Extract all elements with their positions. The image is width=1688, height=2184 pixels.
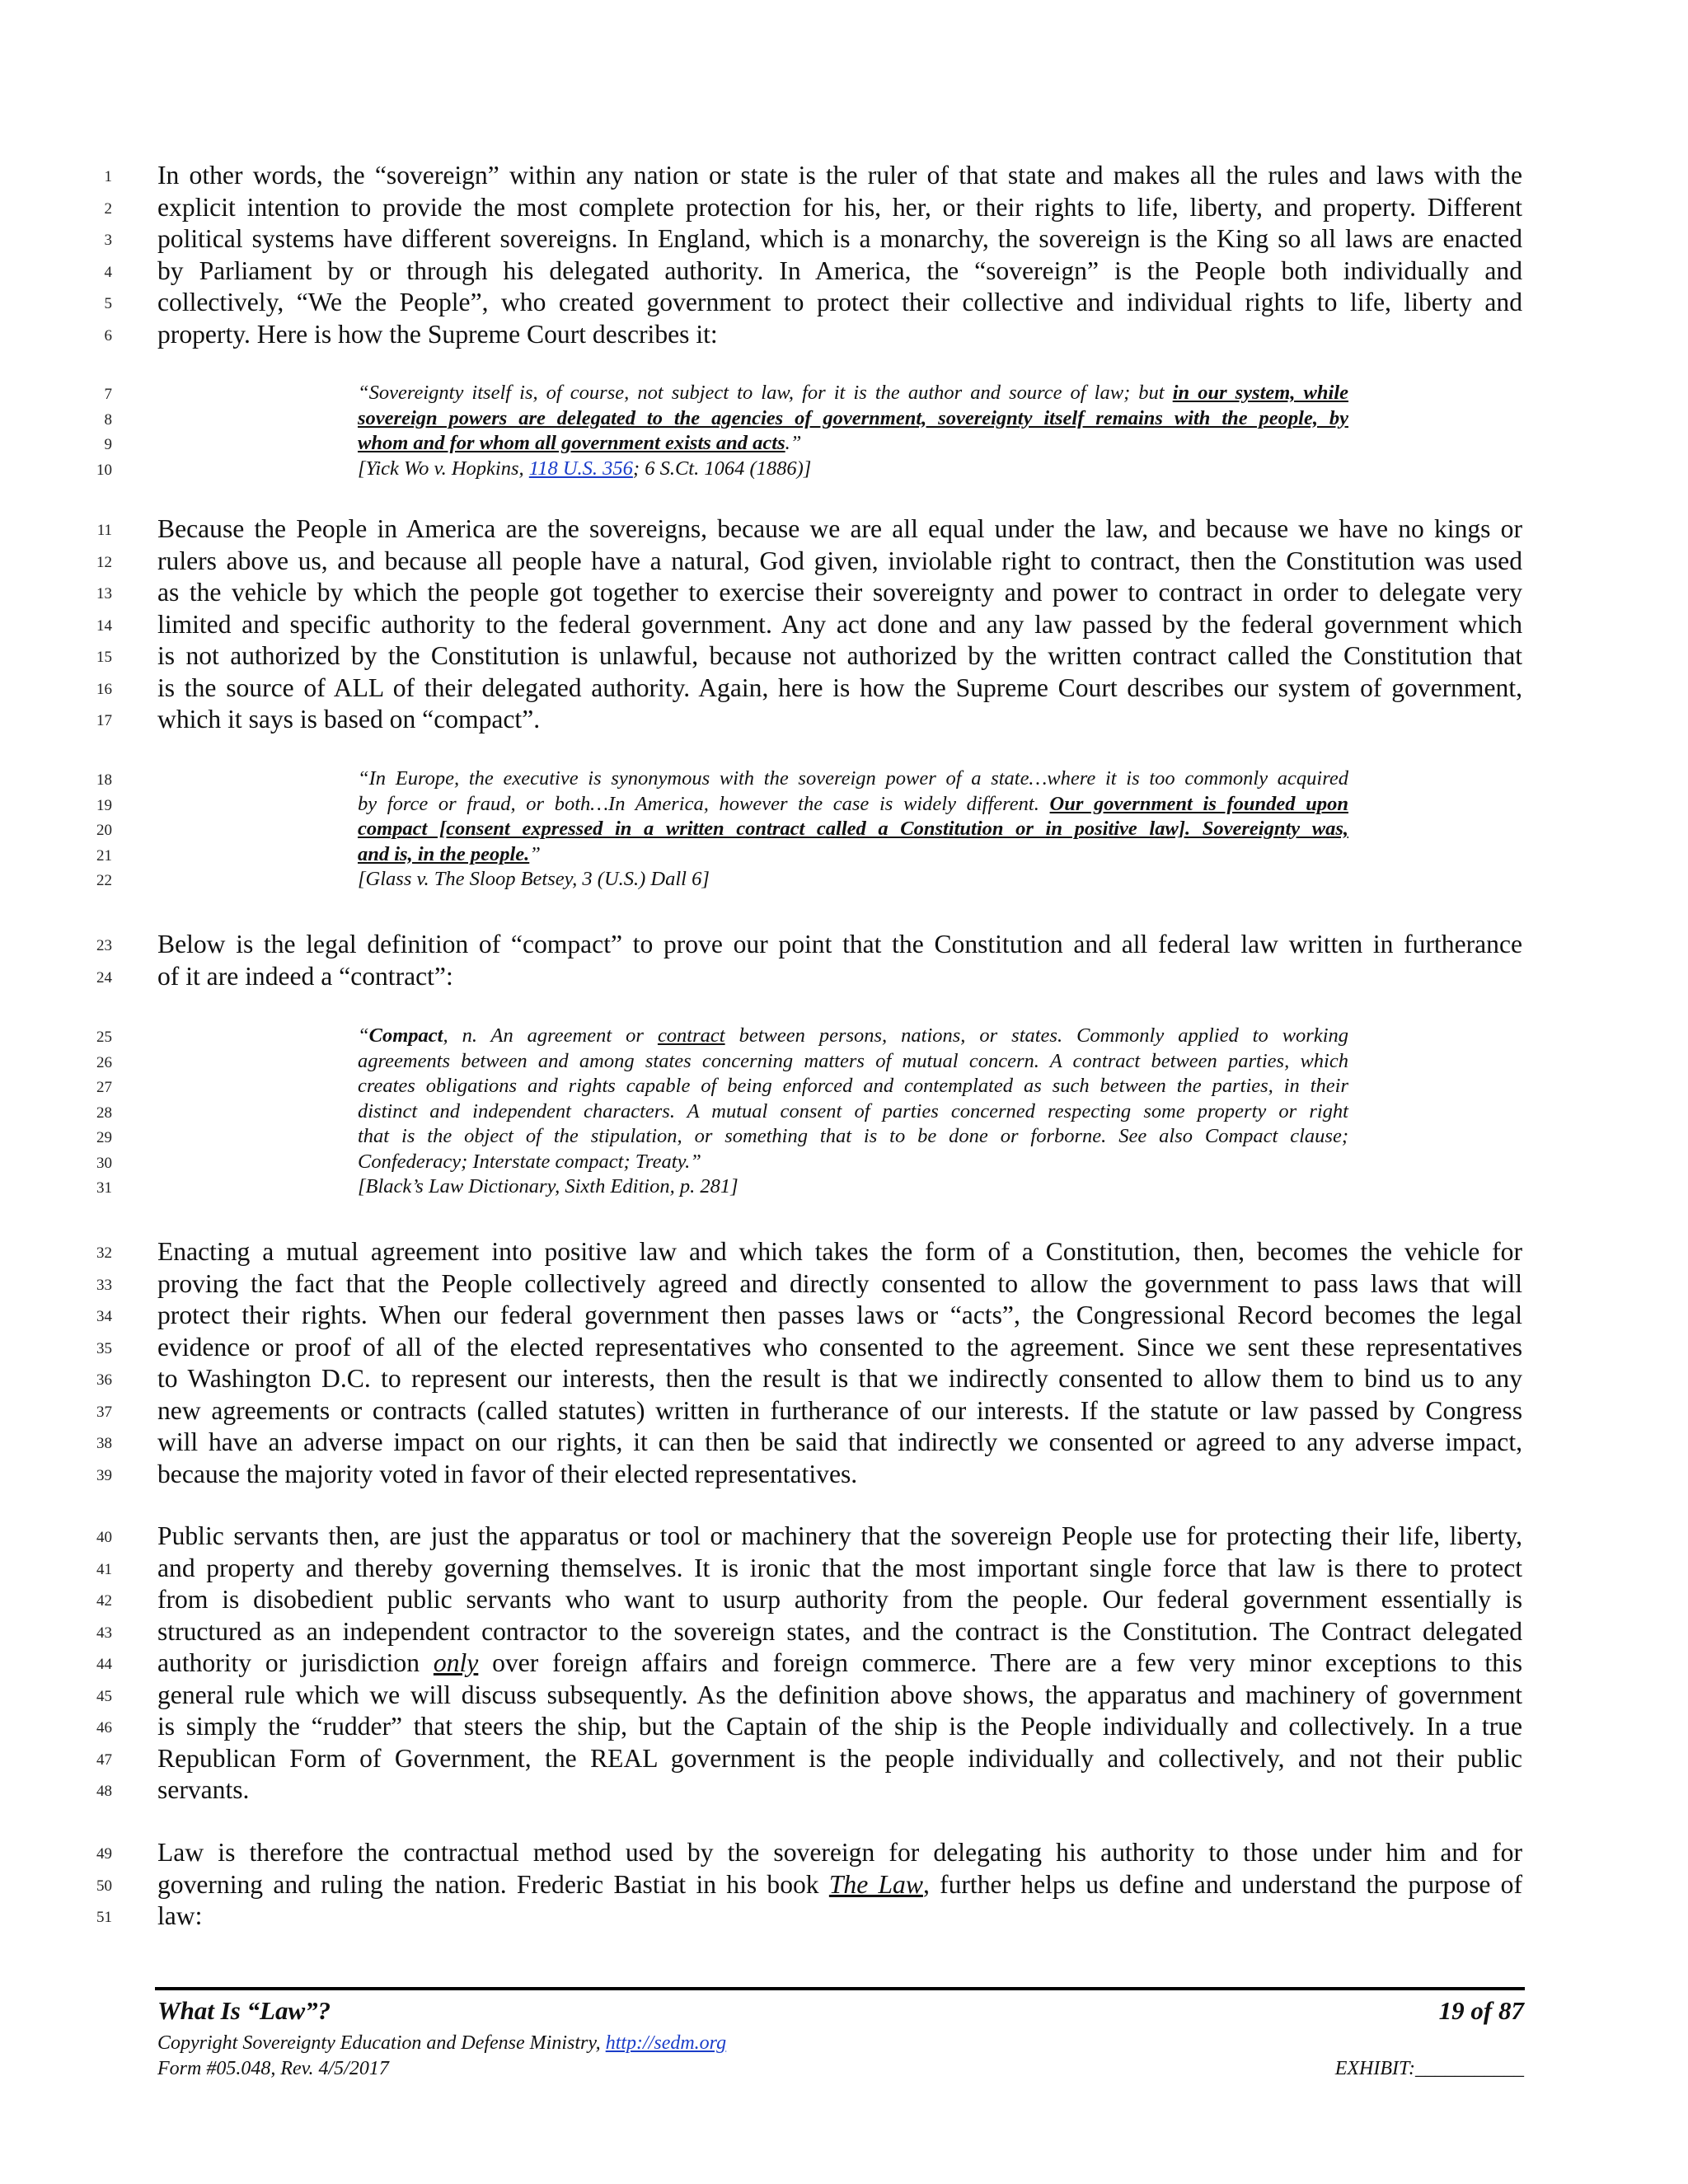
quote-line [0, 431, 1688, 457]
text-line [0, 513, 1688, 546]
line-number: 27 [96, 1079, 112, 1096]
text-line [0, 961, 1688, 993]
line-number: 26 [96, 1053, 112, 1071]
body-text: authority or jurisdiction [157, 1648, 434, 1677]
body-text: , further helps us define and understand the purpose of [922, 1869, 1522, 1899]
line-number: 51 [96, 1909, 112, 1926]
footer-exhibit-field: EXHIBIT:___________ [1334, 2058, 1524, 2079]
body-text: over foreign affairs and foreign commerce. There are a few very minor exceptions to this [478, 1648, 1522, 1677]
line-number: 21 [96, 846, 112, 865]
body-text: political systems have different sovereigns. In England, which is a monarchy, the sovereign is the King so all laws are enacted [157, 224, 1522, 253]
text-line [0, 577, 1688, 609]
text-line [0, 1711, 1688, 1743]
body-text: because the majority voted in favor of their elected representatives. [157, 1459, 858, 1488]
quote-blacks-law-dictionary [0, 1024, 1688, 1200]
quote-citation [0, 867, 1688, 893]
line-number: 36 [96, 1371, 112, 1389]
text-line [0, 255, 1688, 288]
line-number: 6 [104, 326, 112, 344]
footer-divider [155, 1987, 1525, 1990]
line-number: 24 [96, 968, 112, 987]
text-line [0, 1647, 1688, 1680]
quote-emphasis: contract [657, 1024, 725, 1047]
quote-line [0, 1024, 1688, 1049]
citation-link[interactable]: 118 U.S. 356 [528, 457, 633, 480]
quote-emphasis: whom and for whom all government exists and acts [358, 432, 785, 454]
line-number: 19 [96, 796, 112, 814]
body-emphasis: only [433, 1648, 479, 1677]
quote-line [0, 817, 1688, 842]
quote-text: .” [785, 432, 802, 454]
paragraph-law-contractual-method [0, 1837, 1688, 1933]
line-number: 45 [96, 1687, 112, 1705]
quote-line [0, 406, 1688, 432]
body-text: from is disobedient public servants who want to usurp authority from the people. Our federal government essentially is [157, 1585, 1522, 1614]
line-number: 18 [96, 771, 112, 789]
line-number: 20 [96, 822, 112, 839]
line-number: 31 [96, 1179, 112, 1197]
quote-text: distinct and independent characters. A mutual consent of parties concerned respecting some property or right [358, 1099, 1348, 1122]
quote-yick-wo [0, 381, 1688, 481]
quote-emphasis: in our system, while [1172, 382, 1349, 404]
quote-line [0, 1074, 1688, 1099]
body-text: by Parliament by or through his delegated authority. In America, the “sovereign” is the People both individually and [157, 255, 1522, 285]
text-line [0, 1521, 1688, 1553]
citation-text: [Glass v. The Sloop Betsey, 3 (U.S.) Dall 6] [358, 868, 710, 890]
body-text: collectively, “We the People”, who created government to protect their collective and individual rights to life, liberty and [157, 288, 1522, 316]
footer-copyright [157, 2032, 726, 2055]
quote-text: , n. An agreement or [443, 1024, 658, 1047]
body-text: Enacting a mutual agreement into positive law and which takes the form of a Constitution, then, becomes the vehicle for [157, 1237, 1522, 1266]
text-line [0, 609, 1688, 641]
line-number: 44 [96, 1656, 112, 1673]
body-text: rulers above us, and because all people have a natural, God given, inviolable right to contract, then the Constitution was used [157, 546, 1522, 575]
footer-page-number: 19 of 87 [1438, 1996, 1524, 2025]
citation-text: ; 6 S.Ct. 1064 (1886)] [632, 457, 812, 480]
line-number: 43 [96, 1624, 112, 1642]
line-number: 35 [96, 1339, 112, 1357]
body-text: In other words, the “sovereign” within any nation or state is the ruler of that state and makes all the rules and laws with the [157, 161, 1522, 190]
line-number: 9 [104, 436, 112, 453]
body-text: Public servants then, are just the apparatus or tool or machinery that the sovereign People use for protecting their life, liberty, [157, 1521, 1522, 1550]
quote-text: Confederacy; Interstate compact; Treaty.” [358, 1150, 701, 1173]
line-number: 12 [96, 553, 112, 571]
citation-text: [Yick Wo v. Hopkins, [358, 457, 529, 480]
quote-line [0, 1099, 1688, 1125]
footer-form-number: Form #05.048, Rev. 4/5/2017 [157, 2058, 389, 2079]
line-number: 15 [96, 649, 112, 666]
body-text: law: [157, 1901, 203, 1930]
line-number: 28 [96, 1104, 112, 1122]
text-line [0, 1459, 1688, 1491]
quote-line [0, 1150, 1688, 1175]
quote-emphasis: Our government is founded upon [1049, 792, 1348, 815]
body-text: Law is therefore the contractual method used by the sovereign for delegating his authority to those under him and for [157, 1838, 1522, 1867]
quote-text: by force or fraud, or both…In America, however the case is widely different. [358, 792, 1050, 815]
paragraph-compact-definition-intro [0, 929, 1688, 992]
paragraph-constitution [0, 513, 1688, 736]
quote-line [0, 842, 1688, 868]
quote-emphasis: and is, in the people. [358, 842, 530, 865]
line-number: 22 [96, 872, 112, 889]
line-number: 30 [96, 1154, 112, 1172]
text-line [0, 1774, 1688, 1807]
line-number: 38 [96, 1435, 112, 1452]
quote-text: creates obligations and rights capable of being enforced and contemplated as such between the parties, in their [358, 1075, 1348, 1097]
paragraph-sovereign [0, 160, 1688, 350]
line-number: 46 [96, 1719, 112, 1736]
line-number: 33 [96, 1276, 112, 1294]
line-number: 3 [104, 232, 112, 249]
text-line [0, 1743, 1688, 1775]
body-text: Below is the legal definition of “compact” to prove our point that the Constitution and all federal law written in furtherance [157, 930, 1522, 958]
line-number: 40 [96, 1529, 112, 1546]
text-line [0, 1332, 1688, 1364]
body-text: servants. [157, 1775, 250, 1804]
line-number: 49 [96, 1845, 112, 1863]
text-line [0, 929, 1688, 961]
line-number: 16 [96, 680, 112, 698]
body-text: proving the fact that the People collectively agreed and directly consented to allow the government to pass laws that will [157, 1268, 1522, 1298]
citation-text: [Black’s Law Dictionary, Sixth Edition, p. 281] [358, 1175, 738, 1197]
quote-text: that is the object of the stipulation, or something that is to be done or forborne. See also Compact clause; [358, 1125, 1348, 1147]
text-line [0, 546, 1688, 578]
book-title: The Law [828, 1869, 923, 1899]
text-line [0, 1236, 1688, 1268]
text-line [0, 1680, 1688, 1712]
line-number: 50 [96, 1877, 112, 1895]
line-number: 14 [96, 616, 112, 635]
text-line [0, 1268, 1688, 1301]
body-text: is the source of ALL of their delegated authority. Again, here is how the Supreme Court describes our system of government, [157, 673, 1522, 702]
line-number: 48 [96, 1783, 112, 1800]
body-text: protect their rights. When our federal government then passes laws or “acts”, the Congressional Record becomes the legal [157, 1301, 1522, 1329]
quote-text: agreements between and among states concerning matters of mutual concern. A contract between parties, which [358, 1049, 1348, 1072]
quote-line [0, 1124, 1688, 1150]
body-text: explicit intention to provide the most complete protection for his, her, or their rights to life, liberty, and property. Different [157, 192, 1522, 222]
line-number: 1 [104, 168, 112, 185]
line-number: 2 [104, 199, 112, 218]
quote-line [0, 1049, 1688, 1075]
quote-text: “Sovereignty itself is, of course, not subject to law, for it is the author and source of law; but [358, 382, 1173, 404]
quote-emphasis: compact [consent expressed in a written contract called a Constitution or in positive law]. Sovereignty was, [358, 818, 1348, 840]
text-line [0, 1900, 1688, 1933]
body-text: Republican Form of Government, the REAL government is the people individually and collectively, and not their public [157, 1743, 1522, 1773]
text-line [0, 319, 1688, 351]
body-text: Because the People in America are the sovereigns, because we are all equal under the law, and because we have no kings or [157, 514, 1522, 543]
line-number: 47 [96, 1750, 112, 1769]
line-number: 11 [96, 522, 112, 539]
text-line [0, 1616, 1688, 1648]
footer-website-link[interactable]: http://sedm.org [605, 2032, 727, 2054]
footer-copyright-text: Copyright Sovereignty Education and Defense Ministry, [157, 2032, 606, 2054]
text-line [0, 1363, 1688, 1395]
quote-glass-v-sloop-betsey [0, 766, 1688, 893]
line-number: 29 [96, 1129, 112, 1146]
text-line [0, 192, 1688, 224]
text-line [0, 160, 1688, 192]
text-line [0, 640, 1688, 673]
line-number: 7 [104, 386, 112, 403]
paragraph-public-servants [0, 1521, 1688, 1807]
body-text: to Washington D.C. to represent our interests, then the result is that we indirectly consented to allow them to bind us to any [157, 1364, 1522, 1393]
body-text: property. Here is how the Supreme Court describes it: [157, 319, 718, 349]
text-line [0, 223, 1688, 255]
body-text: structured as an independent contractor to the sovereign states, and the contract is the Constitution. The Contract delegated [157, 1616, 1522, 1646]
defined-term: Compact [368, 1024, 443, 1047]
body-text: new agreements or contracts (called statutes) written in furtherance of our interests. If the statute or law passed by Congress [157, 1395, 1522, 1425]
quote-text: “ [358, 1024, 369, 1047]
text-line [0, 1427, 1688, 1459]
line-number: 8 [104, 410, 112, 429]
paragraph-positive-law [0, 1236, 1688, 1490]
body-text: is not authorized by the Constitution is unlawful, because not authorized by the written contract called the Constitution that [157, 641, 1522, 670]
text-line [0, 1300, 1688, 1332]
line-number: 25 [96, 1029, 112, 1046]
body-text: as the vehicle by which the people got together to exercise their sovereignty and power to contract in order to delegate very [157, 578, 1522, 607]
text-line [0, 1837, 1688, 1869]
quote-line [0, 766, 1688, 792]
line-number: 23 [96, 937, 112, 954]
line-number: 13 [96, 585, 112, 602]
body-text: evidence or proof of all of the elected representatives who consented to the agreement. Since we sent these representatives [157, 1332, 1522, 1361]
text-line [0, 1869, 1688, 1901]
quote-citation [0, 1174, 1688, 1200]
line-number: 42 [96, 1592, 112, 1610]
body-text: and property and thereby governing themselves. It is ironic that the most important single force that law is there to protect [157, 1553, 1522, 1582]
quote-line [0, 792, 1688, 818]
line-number: 4 [104, 263, 112, 281]
line-number: 37 [96, 1403, 112, 1421]
body-text: limited and specific authority to the federal government. Any act done and any law passed by the federal government which [157, 609, 1522, 639]
body-text: general rule which we will discuss subsequently. As the definition above shows, the apparatus and machinery of government [157, 1680, 1522, 1709]
body-text: governing and ruling the nation. Frederic Bastiat in his book [157, 1869, 829, 1899]
text-line [0, 287, 1688, 319]
text-line [0, 1584, 1688, 1616]
text-line [0, 1395, 1688, 1427]
quote-text: “In Europe, the executive is synonymous with the sovereign power of a state…where it is too commonly acquired [358, 767, 1348, 790]
body-text: is simply the “rudder” that steers the ship, but the Captain of the ship is the People individually and collectively. In a true [157, 1712, 1522, 1741]
line-number: 5 [104, 295, 112, 312]
line-number: 39 [96, 1466, 112, 1484]
quote-emphasis: sovereign powers are delegated to the agencies of government, sovereignty itself remains with the people, by [358, 406, 1348, 429]
footer-document-title: What Is “Law”? [157, 1996, 331, 2025]
line-number: 41 [96, 1560, 112, 1578]
body-text: of it are indeed a “contract”: [157, 961, 453, 991]
quote-line [0, 381, 1688, 406]
body-text: which it says is based on “compact”. [157, 705, 541, 733]
quote-citation [0, 457, 1688, 482]
text-line [0, 673, 1688, 705]
line-number: 34 [96, 1308, 112, 1325]
line-number: 10 [96, 461, 112, 479]
text-line [0, 1553, 1688, 1585]
line-number: 32 [96, 1244, 112, 1262]
body-text: will have an adverse impact on our rights, it can then be said that indirectly we consented or agreed to any adverse impact, [157, 1427, 1522, 1456]
line-number: 17 [96, 712, 112, 729]
quote-text: between persons, nations, or states. Commonly applied to working [724, 1024, 1349, 1047]
text-line [0, 704, 1688, 736]
quote-text: ” [529, 842, 541, 865]
